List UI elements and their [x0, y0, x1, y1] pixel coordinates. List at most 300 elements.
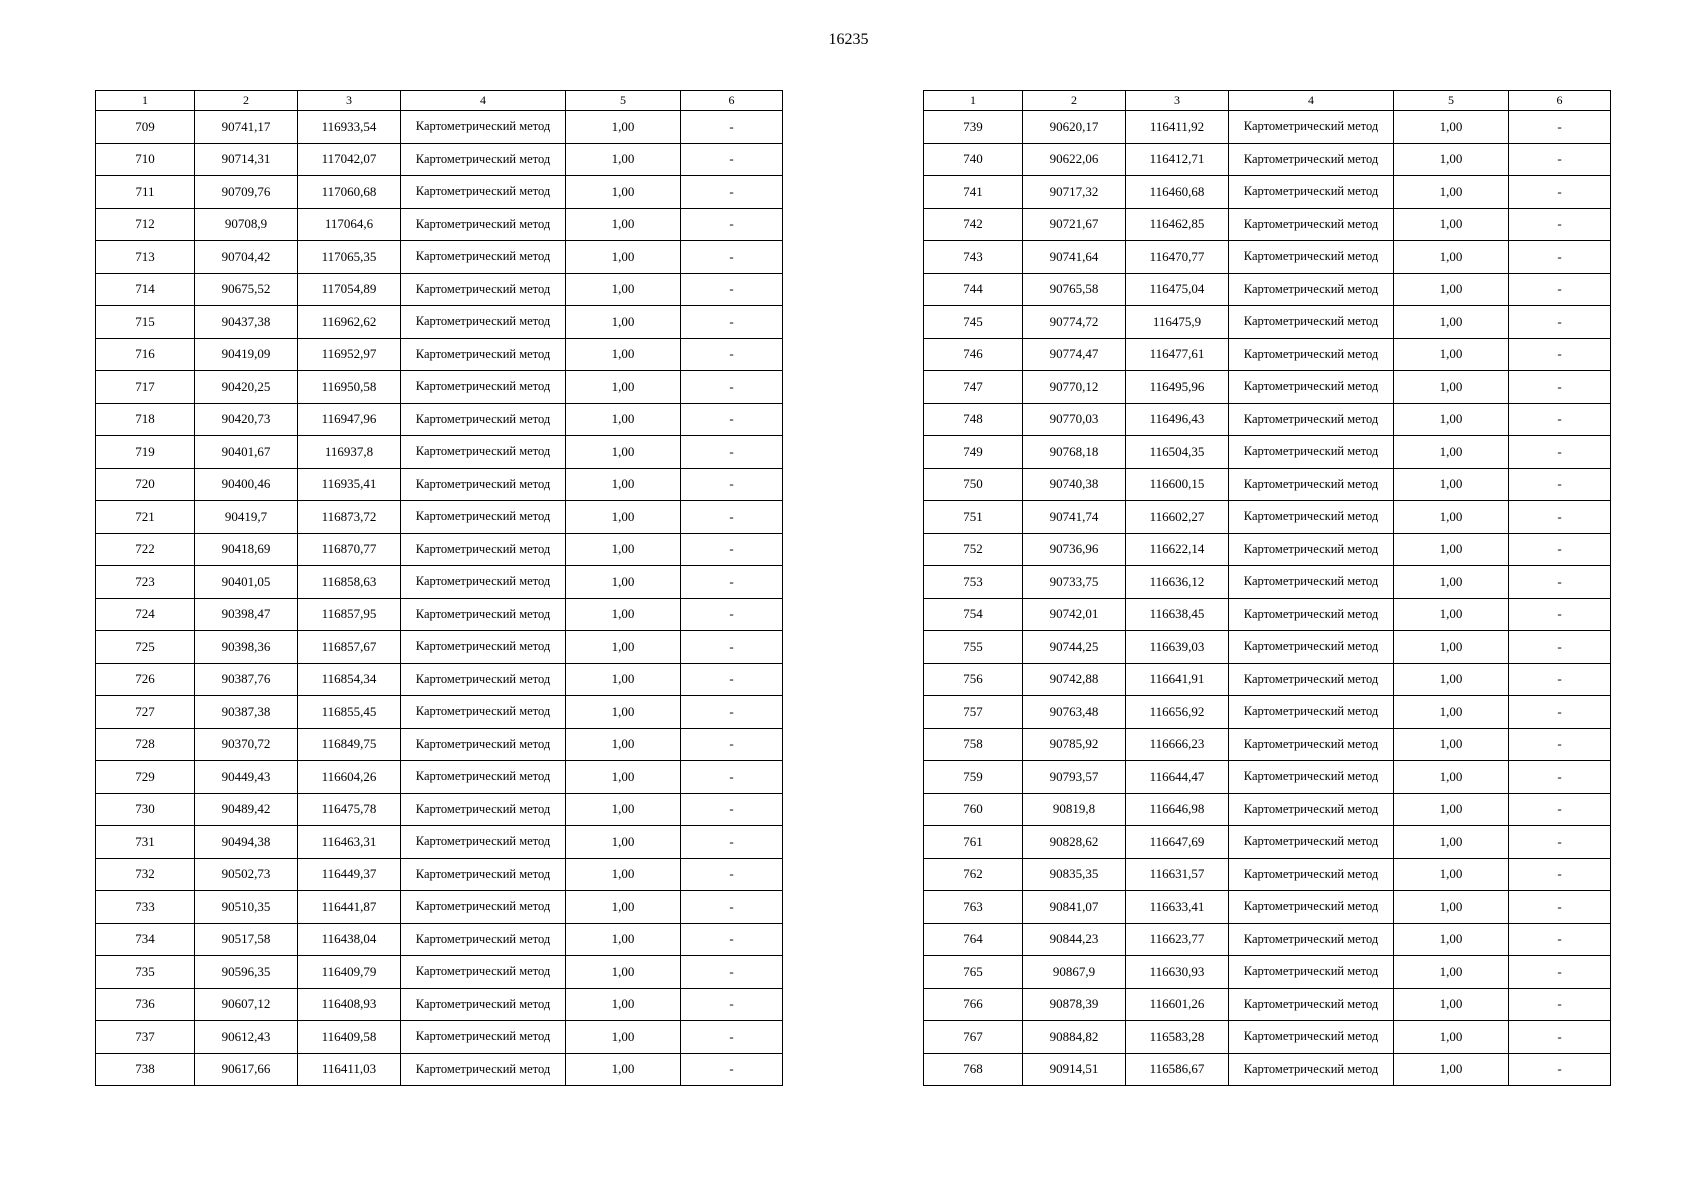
cell-y-coordinate: 116666,23	[1126, 728, 1229, 761]
cell-y-coordinate: 116409,58	[298, 1021, 401, 1054]
cell-note: -	[681, 241, 783, 274]
cell-x-coordinate: 90675,52	[195, 273, 298, 306]
cell-point-number: 750	[924, 468, 1023, 501]
cell-accuracy: 1,00	[1394, 273, 1509, 306]
cell-y-coordinate: 116647,69	[1126, 826, 1229, 859]
table-row	[96, 858, 783, 891]
cell-x-coordinate: 90387,76	[195, 663, 298, 696]
cell-point-number: 755	[924, 631, 1023, 664]
cell-point-number: 738	[96, 1053, 195, 1086]
table-row	[924, 663, 1611, 696]
cell-point-number: 728	[96, 728, 195, 761]
cell-accuracy: 1,00	[1394, 176, 1509, 209]
cell-x-coordinate: 90774,47	[1023, 338, 1126, 371]
cell-method: Картометрический метод	[1229, 663, 1394, 696]
cell-x-coordinate: 90708,9	[195, 208, 298, 241]
table-row	[924, 858, 1611, 891]
cell-point-number: 735	[96, 956, 195, 989]
table-row	[924, 338, 1611, 371]
cell-note: -	[1509, 663, 1611, 696]
cell-point-number: 714	[96, 273, 195, 306]
table-row	[96, 923, 783, 956]
cell-method: Картометрический метод	[401, 598, 566, 631]
table-row	[96, 501, 783, 534]
cell-accuracy: 1,00	[1394, 501, 1509, 534]
cell-y-coordinate: 116857,67	[298, 631, 401, 664]
cell-note: -	[681, 598, 783, 631]
cell-note: -	[681, 533, 783, 566]
cell-note: -	[681, 1053, 783, 1086]
cell-x-coordinate: 90819,8	[1023, 793, 1126, 826]
cell-point-number: 747	[924, 371, 1023, 404]
cell-point-number: 761	[924, 826, 1023, 859]
cell-x-coordinate: 90401,05	[195, 566, 298, 599]
cell-x-coordinate: 90714,31	[195, 143, 298, 176]
cell-accuracy: 1,00	[1394, 598, 1509, 631]
cell-accuracy: 1,00	[566, 436, 681, 469]
table-body	[96, 111, 783, 1086]
table-row	[96, 468, 783, 501]
cell-note: -	[1509, 371, 1611, 404]
cell-x-coordinate: 90774,72	[1023, 306, 1126, 339]
cell-x-coordinate: 90420,73	[195, 403, 298, 436]
cell-x-coordinate: 90502,73	[195, 858, 298, 891]
cell-method: Картометрический метод	[401, 241, 566, 274]
table-row	[924, 923, 1611, 956]
cell-note: -	[1509, 566, 1611, 599]
table-row	[924, 111, 1611, 144]
cell-accuracy: 1,00	[1394, 468, 1509, 501]
table-row	[924, 1021, 1611, 1054]
table-row	[96, 436, 783, 469]
cell-method: Картометрический метод	[401, 956, 566, 989]
cell-x-coordinate: 90400,46	[195, 468, 298, 501]
table-row	[96, 273, 783, 306]
cell-point-number: 765	[924, 956, 1023, 989]
cell-point-number: 734	[96, 923, 195, 956]
cell-note: -	[1509, 208, 1611, 241]
table-row	[96, 761, 783, 794]
cell-point-number: 709	[96, 111, 195, 144]
cell-note: -	[1509, 143, 1611, 176]
column-header-2: 2	[195, 91, 298, 111]
cell-method: Картометрический метод	[1229, 761, 1394, 794]
cell-accuracy: 1,00	[566, 403, 681, 436]
cell-note: -	[1509, 761, 1611, 794]
cell-point-number: 732	[96, 858, 195, 891]
cell-point-number: 716	[96, 338, 195, 371]
cell-x-coordinate: 90828,62	[1023, 826, 1126, 859]
cell-method: Картометрический метод	[401, 306, 566, 339]
table-row	[924, 501, 1611, 534]
cell-accuracy: 1,00	[566, 858, 681, 891]
cell-method: Картометрический метод	[401, 761, 566, 794]
cell-point-number: 756	[924, 663, 1023, 696]
cell-accuracy: 1,00	[1394, 761, 1509, 794]
cell-x-coordinate: 90765,58	[1023, 273, 1126, 306]
cell-note: -	[681, 1021, 783, 1054]
cell-method: Картометрический метод	[401, 1021, 566, 1054]
column-header-2: 2	[1023, 91, 1126, 111]
cell-x-coordinate: 90419,09	[195, 338, 298, 371]
cell-y-coordinate: 116639,03	[1126, 631, 1229, 664]
cell-accuracy: 1,00	[566, 371, 681, 404]
cell-note: -	[1509, 306, 1611, 339]
cell-y-coordinate: 116633,41	[1126, 891, 1229, 924]
cell-accuracy: 1,00	[566, 468, 681, 501]
cell-x-coordinate: 90398,36	[195, 631, 298, 664]
cell-y-coordinate: 117054,89	[298, 273, 401, 306]
cell-point-number: 727	[96, 696, 195, 729]
cell-method: Картометрический метод	[1229, 533, 1394, 566]
cell-x-coordinate: 90721,67	[1023, 208, 1126, 241]
cell-note: -	[681, 566, 783, 599]
cell-method: Картометрический метод	[401, 501, 566, 534]
table-row	[924, 436, 1611, 469]
cell-x-coordinate: 90420,25	[195, 371, 298, 404]
cell-accuracy: 1,00	[1394, 306, 1509, 339]
cell-note: -	[681, 143, 783, 176]
table-row	[924, 533, 1611, 566]
cell-method: Картометрический метод	[401, 176, 566, 209]
cell-accuracy: 1,00	[566, 306, 681, 339]
cell-method: Картометрический метод	[401, 891, 566, 924]
cell-point-number: 742	[924, 208, 1023, 241]
cell-point-number: 768	[924, 1053, 1023, 1086]
cell-note: -	[1509, 501, 1611, 534]
cell-method: Картометрический метод	[401, 566, 566, 599]
cell-note: -	[1509, 728, 1611, 761]
cell-accuracy: 1,00	[1394, 338, 1509, 371]
cell-method: Картометрический метод	[1229, 696, 1394, 729]
coordinates-table-left	[95, 90, 783, 1086]
cell-note: -	[681, 176, 783, 209]
table-row	[924, 403, 1611, 436]
cell-x-coordinate: 90401,67	[195, 436, 298, 469]
cell-note: -	[681, 891, 783, 924]
cell-x-coordinate: 90884,82	[1023, 1021, 1126, 1054]
cell-method: Картометрический метод	[1229, 956, 1394, 989]
cell-y-coordinate: 116870,77	[298, 533, 401, 566]
cell-method: Картометрический метод	[1229, 501, 1394, 534]
cell-point-number: 743	[924, 241, 1023, 274]
cell-accuracy: 1,00	[1394, 241, 1509, 274]
cell-y-coordinate: 116475,9	[1126, 306, 1229, 339]
table-row	[924, 956, 1611, 989]
cell-method: Картометрический метод	[401, 728, 566, 761]
cell-note: -	[681, 436, 783, 469]
cell-accuracy: 1,00	[1394, 403, 1509, 436]
table-row	[96, 566, 783, 599]
cell-point-number: 764	[924, 923, 1023, 956]
cell-accuracy: 1,00	[1394, 988, 1509, 1021]
cell-y-coordinate: 116475,78	[298, 793, 401, 826]
cell-method: Картометрический метод	[1229, 826, 1394, 859]
cell-accuracy: 1,00	[566, 1021, 681, 1054]
table-row	[924, 631, 1611, 664]
cell-x-coordinate: 90742,88	[1023, 663, 1126, 696]
cell-method: Картометрический метод	[1229, 598, 1394, 631]
cell-x-coordinate: 90517,58	[195, 923, 298, 956]
cell-note: -	[681, 728, 783, 761]
cell-y-coordinate: 116636,12	[1126, 566, 1229, 599]
table-row	[924, 371, 1611, 404]
cell-accuracy: 1,00	[1394, 858, 1509, 891]
cell-point-number: 760	[924, 793, 1023, 826]
cell-note: -	[1509, 1021, 1611, 1054]
cell-x-coordinate: 90617,66	[195, 1053, 298, 1086]
table-row	[96, 1021, 783, 1054]
table-row	[924, 728, 1611, 761]
cell-note: -	[681, 696, 783, 729]
cell-note: -	[681, 403, 783, 436]
cell-method: Картометрический метод	[1229, 793, 1394, 826]
cell-accuracy: 1,00	[1394, 1021, 1509, 1054]
cell-y-coordinate: 116412,71	[1126, 143, 1229, 176]
cell-method: Картометрический метод	[401, 923, 566, 956]
table-row	[924, 241, 1611, 274]
cell-x-coordinate: 90709,76	[195, 176, 298, 209]
cell-y-coordinate: 116601,26	[1126, 988, 1229, 1021]
table-row	[924, 143, 1611, 176]
cell-note: -	[1509, 111, 1611, 144]
cell-method: Картометрический метод	[401, 696, 566, 729]
table-row	[924, 1053, 1611, 1086]
cell-method: Картометрический метод	[1229, 338, 1394, 371]
cell-accuracy: 1,00	[1394, 533, 1509, 566]
table-row	[96, 728, 783, 761]
cell-point-number: 757	[924, 696, 1023, 729]
cell-x-coordinate: 90704,42	[195, 241, 298, 274]
cell-point-number: 723	[96, 566, 195, 599]
cell-accuracy: 1,00	[566, 566, 681, 599]
cell-point-number: 726	[96, 663, 195, 696]
cell-point-number: 719	[96, 436, 195, 469]
cell-method: Картометрический метод	[401, 338, 566, 371]
column-header-3: 3	[298, 91, 401, 111]
cell-method: Картометрический метод	[401, 663, 566, 696]
cell-point-number: 767	[924, 1021, 1023, 1054]
cell-y-coordinate: 116470,77	[1126, 241, 1229, 274]
cell-method: Картометрический метод	[401, 533, 566, 566]
cell-note: -	[1509, 273, 1611, 306]
cell-accuracy: 1,00	[1394, 663, 1509, 696]
cell-method: Картометрический метод	[1229, 208, 1394, 241]
cell-x-coordinate: 90741,17	[195, 111, 298, 144]
cell-accuracy: 1,00	[1394, 793, 1509, 826]
column-header-4: 4	[401, 91, 566, 111]
cell-y-coordinate: 116477,61	[1126, 338, 1229, 371]
table-header-row	[924, 91, 1611, 111]
cell-point-number: 762	[924, 858, 1023, 891]
cell-method: Картометрический метод	[1229, 306, 1394, 339]
cell-point-number: 729	[96, 761, 195, 794]
cell-y-coordinate: 116849,75	[298, 728, 401, 761]
cell-x-coordinate: 90770,03	[1023, 403, 1126, 436]
cell-note: -	[681, 468, 783, 501]
cell-point-number: 737	[96, 1021, 195, 1054]
table-row	[924, 761, 1611, 794]
cell-y-coordinate: 116962,62	[298, 306, 401, 339]
cell-y-coordinate: 116623,77	[1126, 923, 1229, 956]
column-header-1: 1	[96, 91, 195, 111]
cell-y-coordinate: 116631,57	[1126, 858, 1229, 891]
cell-method: Картометрический метод	[1229, 436, 1394, 469]
cell-note: -	[681, 111, 783, 144]
cell-y-coordinate: 116937,8	[298, 436, 401, 469]
cell-y-coordinate: 116935,41	[298, 468, 401, 501]
cell-accuracy: 1,00	[1394, 566, 1509, 599]
cell-y-coordinate: 116644,47	[1126, 761, 1229, 794]
cell-accuracy: 1,00	[566, 826, 681, 859]
cell-note: -	[681, 208, 783, 241]
cell-accuracy: 1,00	[566, 891, 681, 924]
cell-accuracy: 1,00	[1394, 956, 1509, 989]
cell-point-number: 741	[924, 176, 1023, 209]
cell-accuracy: 1,00	[566, 273, 681, 306]
cell-x-coordinate: 90387,38	[195, 696, 298, 729]
cell-point-number: 753	[924, 566, 1023, 599]
table-body	[924, 111, 1611, 1086]
cell-y-coordinate: 116630,93	[1126, 956, 1229, 989]
cell-method: Картометрический метод	[1229, 891, 1394, 924]
cell-point-number: 748	[924, 403, 1023, 436]
cell-y-coordinate: 116950,58	[298, 371, 401, 404]
cell-x-coordinate: 90741,74	[1023, 501, 1126, 534]
table-row	[924, 468, 1611, 501]
cell-method: Картометрический метод	[401, 988, 566, 1021]
cell-y-coordinate: 116462,85	[1126, 208, 1229, 241]
cell-accuracy: 1,00	[566, 663, 681, 696]
cell-point-number: 733	[96, 891, 195, 924]
cell-x-coordinate: 90741,64	[1023, 241, 1126, 274]
table-row	[96, 533, 783, 566]
cell-y-coordinate: 116495,96	[1126, 371, 1229, 404]
cell-y-coordinate: 116854,34	[298, 663, 401, 696]
cell-y-coordinate: 117065,35	[298, 241, 401, 274]
cell-note: -	[681, 338, 783, 371]
cell-x-coordinate: 90841,07	[1023, 891, 1126, 924]
table-row	[924, 273, 1611, 306]
cell-note: -	[1509, 793, 1611, 826]
cell-x-coordinate: 90370,72	[195, 728, 298, 761]
cell-point-number: 730	[96, 793, 195, 826]
cell-note: -	[1509, 1053, 1611, 1086]
table-row	[96, 338, 783, 371]
cell-note: -	[1509, 403, 1611, 436]
cell-x-coordinate: 90717,32	[1023, 176, 1126, 209]
cell-point-number: 752	[924, 533, 1023, 566]
cell-point-number: 731	[96, 826, 195, 859]
cell-note: -	[1509, 858, 1611, 891]
table-row	[924, 988, 1611, 1021]
table-row	[924, 793, 1611, 826]
cell-method: Картометрический метод	[1229, 403, 1394, 436]
cell-note: -	[681, 793, 783, 826]
cell-accuracy: 1,00	[566, 988, 681, 1021]
cell-x-coordinate: 90449,43	[195, 761, 298, 794]
cell-method: Картометрический метод	[401, 1053, 566, 1086]
cell-y-coordinate: 117064,6	[298, 208, 401, 241]
cell-x-coordinate: 90620,17	[1023, 111, 1126, 144]
table-row	[96, 988, 783, 1021]
cell-x-coordinate: 90736,96	[1023, 533, 1126, 566]
cell-note: -	[1509, 956, 1611, 989]
cell-method: Картометрический метод	[1229, 631, 1394, 664]
cell-point-number: 725	[96, 631, 195, 664]
cell-note: -	[1509, 826, 1611, 859]
cell-accuracy: 1,00	[566, 956, 681, 989]
cell-y-coordinate: 116656,92	[1126, 696, 1229, 729]
cell-accuracy: 1,00	[566, 728, 681, 761]
cell-x-coordinate: 90744,25	[1023, 631, 1126, 664]
cell-y-coordinate: 116857,95	[298, 598, 401, 631]
cell-point-number: 720	[96, 468, 195, 501]
cell-accuracy: 1,00	[1394, 923, 1509, 956]
cell-method: Картометрический метод	[401, 371, 566, 404]
cell-note: -	[681, 663, 783, 696]
cell-y-coordinate: 116463,31	[298, 826, 401, 859]
cell-y-coordinate: 116411,03	[298, 1053, 401, 1086]
cell-point-number: 740	[924, 143, 1023, 176]
cell-y-coordinate: 116933,54	[298, 111, 401, 144]
cell-accuracy: 1,00	[566, 241, 681, 274]
table-row	[924, 176, 1611, 209]
cell-y-coordinate: 117060,68	[298, 176, 401, 209]
table-row	[96, 176, 783, 209]
cell-accuracy: 1,00	[566, 923, 681, 956]
cell-note: -	[681, 826, 783, 859]
table-row	[96, 793, 783, 826]
page-number: 16235	[828, 31, 869, 48]
cell-accuracy: 1,00	[566, 761, 681, 794]
table-row	[96, 598, 783, 631]
cell-y-coordinate: 116646,98	[1126, 793, 1229, 826]
table-row	[96, 891, 783, 924]
cell-y-coordinate: 116604,26	[298, 761, 401, 794]
cell-accuracy: 1,00	[566, 501, 681, 534]
cell-y-coordinate: 116855,45	[298, 696, 401, 729]
table-row	[96, 143, 783, 176]
cell-accuracy: 1,00	[1394, 208, 1509, 241]
cell-y-coordinate: 116409,79	[298, 956, 401, 989]
cell-x-coordinate: 90418,69	[195, 533, 298, 566]
cell-x-coordinate: 90763,48	[1023, 696, 1126, 729]
cell-accuracy: 1,00	[1394, 143, 1509, 176]
cell-note: -	[681, 923, 783, 956]
table-row	[924, 566, 1611, 599]
cell-method: Картометрический метод	[1229, 371, 1394, 404]
cell-x-coordinate: 90398,47	[195, 598, 298, 631]
table-row	[924, 891, 1611, 924]
cell-x-coordinate: 90733,75	[1023, 566, 1126, 599]
cell-accuracy: 1,00	[566, 176, 681, 209]
column-header-3: 3	[1126, 91, 1229, 111]
cell-method: Картометрический метод	[1229, 468, 1394, 501]
table-row	[96, 403, 783, 436]
cell-accuracy: 1,00	[1394, 371, 1509, 404]
cell-point-number: 721	[96, 501, 195, 534]
cell-accuracy: 1,00	[566, 631, 681, 664]
cell-y-coordinate: 116504,35	[1126, 436, 1229, 469]
cell-x-coordinate: 90785,92	[1023, 728, 1126, 761]
cell-point-number: 724	[96, 598, 195, 631]
column-header-6: 6	[681, 91, 783, 111]
cell-method: Картометрический метод	[401, 631, 566, 664]
cell-method: Картометрический метод	[401, 468, 566, 501]
table-row	[924, 208, 1611, 241]
cell-accuracy: 1,00	[566, 111, 681, 144]
